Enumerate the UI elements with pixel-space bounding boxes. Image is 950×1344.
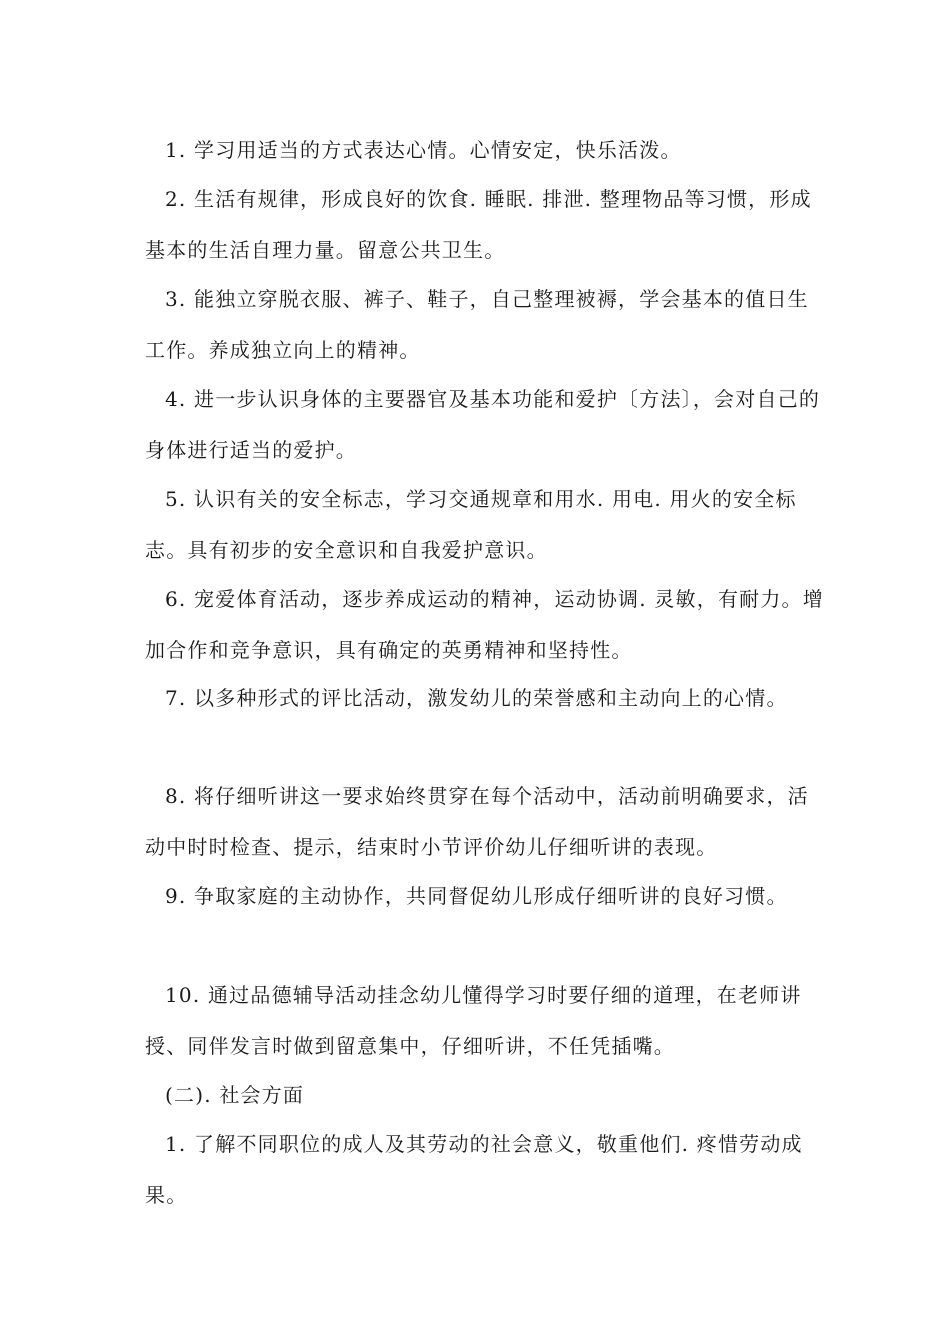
paragraph-7: 7. 以多种形式的评比活动，激发幼儿的荣誉感和主动向上的心情。 — [165, 686, 788, 710]
section-heading-social: (二). 社会方面 — [165, 1083, 305, 1107]
paragraph-6: 6. 宠爱体育活动，逐步养成运动的精神，运动协调. 灵敏，有耐力。增加合作和竞争意识，具有确定的英勇精神和坚持性。 — [145, 587, 824, 662]
paragraph-3: 3. 能独立穿脱衣服、裤子、鞋子，自己整理被褥，学会基本的值日生工作。养成独立向上的精神。 — [145, 287, 809, 362]
paragraph-10: 10. 通过品德辅导活动挂念幼儿懂得学习时要仔细的道理，在老师讲授、同伴发言时做到留意集中，仔细听讲，不任凭插嘴。 — [145, 983, 802, 1058]
paragraph-5: 5. 认识有关的安全标志，学习交通规章和用水. 用电. 用火的安全标志。具有初步的安全意识和自我爱护意识。 — [145, 487, 797, 562]
paragraph-social-1: 1. 了解不同职位的成人及其劳动的社会意义，敬重他们. 疼惜劳动成果。 — [145, 1132, 803, 1207]
paragraph-4: 4. 进一步认识身体的主要器官及基本功能和爱护〔方法〕，会对自己的身体进行适当的爱护。 — [145, 387, 821, 462]
paragraph-1: 1. 学习用适当的方式表达心情。心情安定，快乐活泼。 — [165, 138, 682, 162]
paragraph-8: 8. 将仔细听讲这一要求始终贯穿在每个活动中，活动前明确要求，活动中时时检查、提示，结束时小节评价幼儿仔细听讲的表现。 — [145, 784, 809, 859]
paragraph-2: 2. 生活有规律，形成良好的饮食. 睡眠. 排泄. 整理物品等习惯，形成基本的生活自理力量。留意公共卫生。 — [145, 187, 812, 262]
paragraph-9: 9. 争取家庭的主动协作，共同督促幼儿形成仔细听讲的良好习惯。 — [165, 884, 788, 908]
